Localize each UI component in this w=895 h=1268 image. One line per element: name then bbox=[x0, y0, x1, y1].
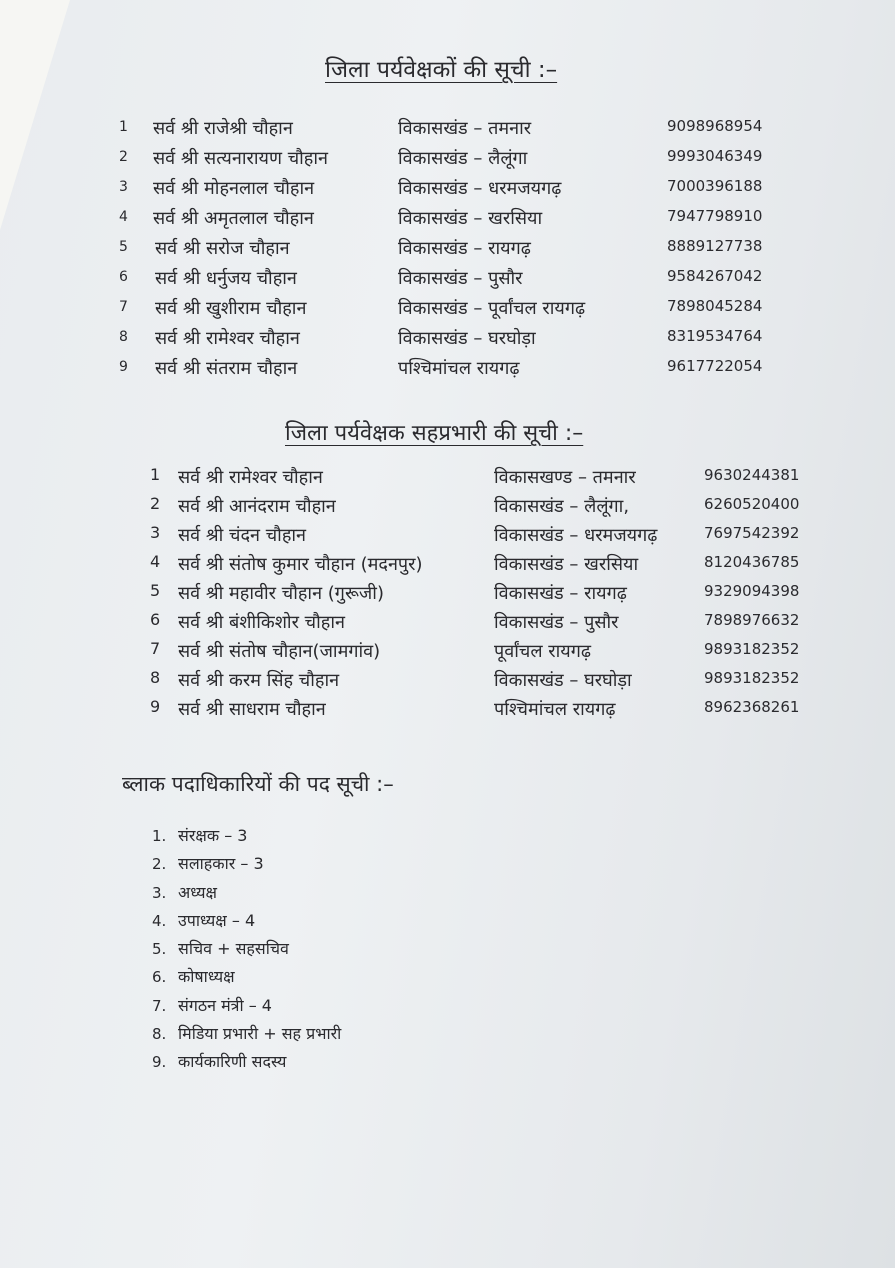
row-number: 9 bbox=[119, 359, 128, 375]
row-number: 4 bbox=[119, 209, 128, 225]
list-item bbox=[152, 1050, 341, 1078]
page-corner-fold bbox=[0, 0, 70, 230]
block-area: विकासखंड – लैलूंगा bbox=[398, 148, 528, 169]
phone-number: 9993046349 bbox=[667, 147, 763, 165]
post-title: सचिव + सहसचिव bbox=[178, 939, 289, 959]
block-area: पूर्वांचल रायगढ़ bbox=[494, 641, 591, 662]
phone-number: 9617722054 bbox=[667, 357, 763, 375]
row-number: 6 bbox=[150, 610, 161, 629]
list-item bbox=[152, 965, 341, 993]
post-title: उपाध्यक्ष – 4 bbox=[178, 910, 256, 930]
phone-number: 7898045284 bbox=[667, 297, 763, 315]
co-incharge-name: सर्व श्री आनंदराम चौहान bbox=[178, 496, 336, 517]
phone-number: 8120436785 bbox=[704, 553, 800, 571]
row-number: 1 bbox=[150, 465, 161, 484]
row-number: 2 bbox=[150, 494, 161, 513]
item-number: 1. bbox=[152, 827, 167, 845]
supervisor-name: सर्व श्री मोहनलाल चौहान bbox=[153, 178, 315, 199]
phone-number: 8962368261 bbox=[704, 698, 800, 716]
block-area: पश्चिमांचल रायगढ़ bbox=[494, 699, 616, 720]
row-number: 7 bbox=[119, 299, 128, 315]
item-number: 5. bbox=[152, 940, 167, 959]
item-number: 9. bbox=[152, 1053, 167, 1072]
supervisor-name: सर्व श्री धर्नुजय चौहान bbox=[155, 268, 297, 289]
block-area: विकासखंड – पुसौर bbox=[494, 612, 619, 633]
row-number: 6 bbox=[119, 269, 128, 285]
block-area: विकासखण्ड – तमनार bbox=[494, 467, 636, 488]
phone-number: 9893182352 bbox=[704, 640, 800, 658]
co-incharge-name: सर्व श्री रामेश्वर चौहान bbox=[178, 467, 323, 488]
supervisor-name: सर्व श्री खुशीराम चौहान bbox=[155, 298, 307, 319]
phone-number: 6260520400 bbox=[704, 495, 800, 513]
row-number: 9 bbox=[150, 697, 161, 716]
phone-number: 7947798910 bbox=[667, 207, 763, 225]
block-area: विकासखंड – धरमजयगढ़ bbox=[398, 178, 562, 199]
section1-title: जिला पर्यवेक्षकों की सूची :– bbox=[325, 57, 558, 83]
list-item bbox=[152, 824, 341, 852]
list-item bbox=[152, 1022, 341, 1050]
phone-number: 9329094398 bbox=[704, 582, 800, 600]
block-area: विकासखंड – पूर्वांचल रायगढ़ bbox=[398, 298, 586, 319]
item-number: 4. bbox=[152, 911, 167, 930]
post-title: सलाहकार – 3 bbox=[178, 854, 264, 874]
row-number: 2 bbox=[119, 149, 128, 165]
row-number: 3 bbox=[150, 523, 161, 542]
block-posts-list bbox=[152, 824, 341, 1079]
block-area: विकासखंड – रायगढ़ bbox=[398, 238, 531, 259]
row-number: 8 bbox=[150, 668, 161, 687]
phone-number: 8889127738 bbox=[667, 237, 763, 255]
list-item bbox=[152, 881, 341, 909]
supervisor-name: सर्व श्री सरोज चौहान bbox=[155, 238, 290, 259]
co-incharge-name: सर्व श्री संतोष चौहान(जामगांव) bbox=[178, 641, 381, 662]
post-title: मिडिया प्रभारी + सह प्रभारी bbox=[178, 1024, 342, 1044]
block-area: विकासखंड – धरमजयगढ़ bbox=[494, 525, 658, 546]
item-number: 8. bbox=[152, 1025, 167, 1044]
row-number: 5 bbox=[119, 239, 128, 255]
block-area: विकासखंड – खरसिया bbox=[398, 208, 543, 229]
phone-number: 7000396188 bbox=[667, 177, 763, 195]
phone-number: 9630244381 bbox=[704, 466, 800, 484]
item-number: 6. bbox=[152, 968, 167, 987]
item-number: 7. bbox=[152, 996, 167, 1015]
section2-title: जिला पर्यवेक्षक सहप्रभारी की सूची :– bbox=[285, 421, 584, 446]
post-title: अध्यक्ष bbox=[178, 882, 217, 902]
block-area: विकासखंड – खरसिया bbox=[494, 554, 639, 575]
post-title: संगठन मंत्री – 4 bbox=[178, 995, 272, 1015]
phone-number: 7697542392 bbox=[704, 524, 800, 542]
list-item bbox=[152, 994, 341, 1022]
section3-title: ब्लाक पदाधिकारियों की पद सूची :– bbox=[122, 772, 394, 796]
co-incharge-name: सर्व श्री करम सिंह चौहान bbox=[178, 670, 340, 691]
block-area: विकासखंड – पुसौर bbox=[398, 268, 523, 289]
phone-number: 9893182352 bbox=[704, 669, 800, 687]
post-title: कार्यकारिणी सदस्य bbox=[178, 1052, 287, 1072]
phone-number: 9584267042 bbox=[667, 267, 763, 285]
supervisor-name: सर्व श्री सत्यनारायण चौहान bbox=[153, 148, 329, 169]
supervisor-name: सर्व श्री राजेश्री चौहान bbox=[153, 118, 293, 139]
item-number: 3. bbox=[152, 883, 167, 902]
block-area: विकासखंड – घरघोड़ा bbox=[494, 670, 632, 691]
co-incharge-name: सर्व श्री संतोष कुमार चौहान (मदनपुर) bbox=[178, 554, 423, 575]
co-incharge-name: सर्व श्री साधराम चौहान bbox=[178, 699, 326, 720]
supervisor-name: सर्व श्री संतराम चौहान bbox=[155, 358, 298, 379]
post-title: संरक्षक – 3 bbox=[178, 826, 248, 845]
row-number: 4 bbox=[150, 552, 161, 571]
list-item bbox=[152, 852, 341, 880]
supervisor-name: सर्व श्री रामेश्वर चौहान bbox=[155, 328, 300, 349]
block-area: विकासखंड – रायगढ़ bbox=[494, 583, 627, 604]
supervisor-name: सर्व श्री अमृतलाल चौहान bbox=[153, 208, 314, 229]
block-area: विकासखंड – घरघोड़ा bbox=[398, 328, 536, 349]
co-incharge-name: सर्व श्री बंशीकिशोर चौहान bbox=[178, 612, 345, 633]
phone-number: 7898976632 bbox=[704, 611, 800, 629]
block-area: विकासखंड – तमनार bbox=[398, 118, 532, 139]
block-area: विकासखंड – लैलूंगा, bbox=[494, 496, 630, 517]
row-number: 1 bbox=[119, 119, 128, 135]
block-area: पश्चिमांचल रायगढ़ bbox=[398, 358, 520, 379]
row-number: 3 bbox=[119, 179, 128, 195]
row-number: 8 bbox=[119, 329, 128, 345]
co-incharge-name: सर्व श्री महावीर चौहान (गुरूजी) bbox=[178, 583, 384, 604]
phone-number: 9098968954 bbox=[667, 117, 763, 135]
row-number: 5 bbox=[150, 581, 161, 600]
post-title: कोषाध्यक्ष bbox=[178, 967, 235, 987]
list-item bbox=[152, 909, 341, 937]
list-item bbox=[152, 937, 341, 965]
phone-number: 8319534764 bbox=[667, 327, 763, 345]
item-number: 2. bbox=[152, 855, 167, 874]
co-incharge-name: सर्व श्री चंदन चौहान bbox=[178, 525, 307, 546]
row-number: 7 bbox=[150, 639, 161, 658]
